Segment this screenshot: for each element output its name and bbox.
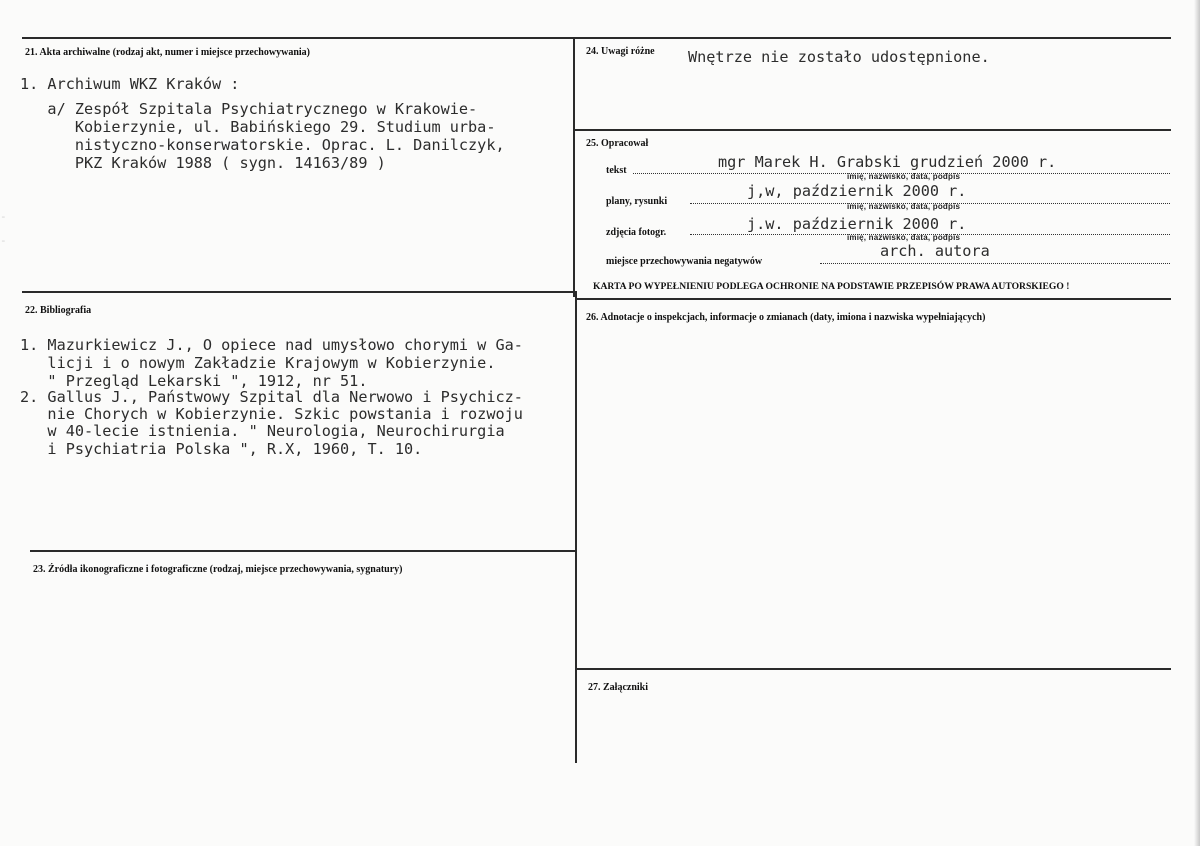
section-21-line: nistyczno-konserwatorskie. Oprac. L. Danilczyk,: [20, 136, 505, 154]
prepared-text-label: tekst: [606, 165, 627, 176]
section-25-heading: [586, 138, 648, 149]
bibliography-line: licji i o nowym Zakładzie Krajowym w Kobierzynie.: [20, 354, 496, 372]
section-24-title: Uwagi różne: [601, 46, 655, 57]
scan-artifact: -: [0, 210, 7, 223]
divider-21-22: [22, 291, 575, 293]
negatives-location-dotline: [820, 263, 1170, 264]
section-24-remark: Wnętrze nie zostało udostępnione.: [688, 48, 990, 66]
section-26-number: 26.: [586, 312, 599, 323]
bibliography-line: nie Chorych w Kobierzynie. Szkic powstania i rozwoju: [20, 405, 523, 423]
section-21-line: 1. Archiwum WKZ Kraków :: [20, 75, 240, 93]
section-23-subtitle: (rodzaj, miejsce przechowywania, sygnatury): [209, 564, 403, 575]
section-21-heading: [25, 47, 310, 58]
section-24-number: 24.: [586, 46, 599, 57]
section-27-heading: [588, 682, 648, 693]
plans-drawings-value: j,w, październik 2000 r.: [747, 182, 967, 200]
prepared-text-caption: imię, nazwisko, data, podpis: [847, 172, 961, 181]
section-26-subtitle: (daty, imiona i nazwiska wypełniających): [810, 312, 986, 323]
divider-25-26: [575, 298, 1171, 300]
divider-26-27: [577, 668, 1171, 670]
section-21-line: PKZ Kraków 1988 ( sygn. 14163/89 ): [20, 154, 386, 172]
photos-caption: imię, nazwisko, data, podpis: [847, 233, 961, 242]
section-22-heading: [25, 305, 91, 316]
photos-label: zdjęcia fotogr.: [606, 227, 667, 238]
bibliography-line: i Psychiatria Polska ", R.X, 1960, T. 10.: [20, 440, 423, 458]
section-21-title: Akta archiwalne: [39, 47, 111, 58]
bibliography-line: 2. Gallus J., Państwowy Szpital dla Nerwowo i Psychicz-: [20, 388, 523, 406]
section-27-number: 27.: [588, 682, 601, 693]
section-25-number: 25.: [586, 138, 599, 149]
photos-value: j.w. październik 2000 r.: [747, 215, 967, 233]
section-21-subtitle: (rodzaj akt, numer i miejsce przechowywania): [112, 47, 310, 58]
section-23-heading: [33, 564, 402, 575]
bibliography-line: 1. Mazurkiewicz J., O opiece nad umysłowo chorymi w Ga-: [20, 336, 523, 354]
bibliography-line: w 40-lecie istnienia. " Neurologia, Neurochirurgia: [20, 422, 505, 440]
divider-24-25: [575, 129, 1171, 131]
top-border-line: [22, 37, 1171, 39]
section-21-number: 21.: [25, 47, 38, 58]
plans-drawings-caption: imię, nazwisko, data, podpis: [847, 202, 961, 211]
section-22-title: Bibliografia: [40, 305, 92, 316]
center-divider-lower: [575, 298, 577, 763]
divider-22-23: [30, 550, 575, 552]
scan-edge-shadow: [1194, 0, 1200, 846]
plans-drawings-label: plany, rysunki: [606, 196, 668, 207]
section-21-line: Kobierzynie, ul. Babińskiego 29. Studium urba-: [20, 118, 496, 136]
section-21-line: a/ Zespół Szpitala Psychiatrycznego w Krakowie-: [20, 100, 478, 118]
negatives-location-value: arch. autora: [880, 242, 990, 260]
section-25-title: Opracował: [601, 138, 649, 149]
section-23-title: Źródła ikonograficzne i fotograficzne: [48, 564, 208, 575]
section-26-title: Adnotacje o inspekcjach, informacje o zmianach: [600, 312, 808, 323]
negatives-location-label: miejsce przechowywania negatywów: [606, 256, 763, 267]
section-23-number: 23.: [33, 564, 46, 575]
section-26-heading: [586, 312, 985, 323]
section-22-number: 22.: [25, 305, 38, 316]
center-divider-upper: [573, 37, 575, 297]
scan-artifact: -: [0, 234, 7, 247]
section-27-title: Załączniki: [603, 682, 649, 693]
prepared-text-value: mgr Marek H. Grabski grudzień 2000 r.: [718, 153, 1057, 171]
bibliography-line: " Przegląd Lekarski ", 1912, nr 51.: [20, 372, 368, 390]
copyright-notice: KARTA PO WYPEŁNIENIU PODLEGA OCHRONIE NA PODSTAWIE PRZEPISÓW PRAWA AUTORSKIEGO !: [593, 281, 1070, 292]
section-24-heading: [586, 46, 655, 57]
